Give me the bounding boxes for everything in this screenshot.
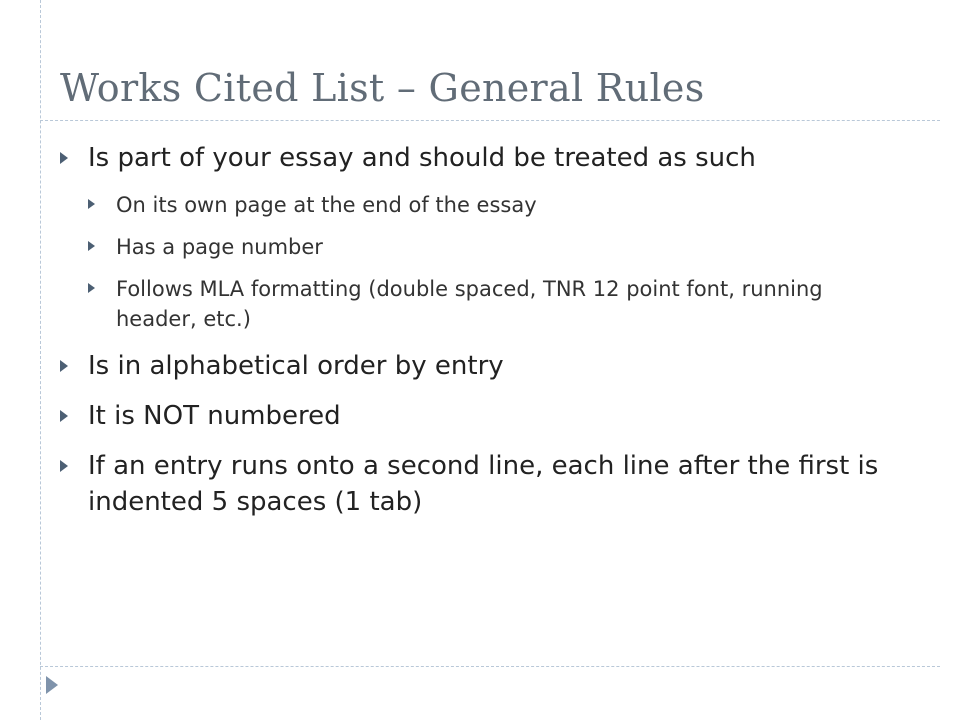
sub-bullet-text: Has a page number [116,235,323,259]
slide-content [60,140,900,534]
bullet-item [60,348,900,384]
slide-title: Works Cited List – General Rules [60,66,705,110]
bullet-arrow-icon [60,460,68,472]
bullet-item [60,398,900,434]
sub-bullet-arrow-icon [88,241,95,251]
sub-bullet-item [88,274,900,334]
footer-divider-line [40,666,940,667]
sub-bullet-item [88,190,900,220]
sub-bullet-list [88,190,900,334]
corner-triangle-icon [46,676,58,694]
bullet-text: Is in alphabetical order by entry [88,351,504,381]
sub-bullet-text: On its own page at the end of the essay [116,193,537,217]
bullet-item [60,448,900,520]
bullet-item [60,140,900,334]
bullet-arrow-icon [60,360,68,372]
sub-bullet-text: Follows MLA formatting (double spaced, TNR 12 point font, running header, etc.) [116,277,823,331]
sub-bullet-arrow-icon [88,199,95,209]
bullet-list [60,140,900,520]
bullet-arrow-icon [60,410,68,422]
sub-bullet-arrow-icon [88,283,95,293]
bullet-text: Is part of your essay and should be treated as such [88,143,756,173]
sub-bullet-item [88,232,900,262]
left-divider-line [40,0,41,720]
bullet-arrow-icon [60,152,68,164]
bullet-text: If an entry runs onto a second line, each line after the first is indented 5 spaces (1 tab) [88,451,879,517]
title-divider-line [40,120,940,121]
bullet-text: It is NOT numbered [88,401,341,431]
